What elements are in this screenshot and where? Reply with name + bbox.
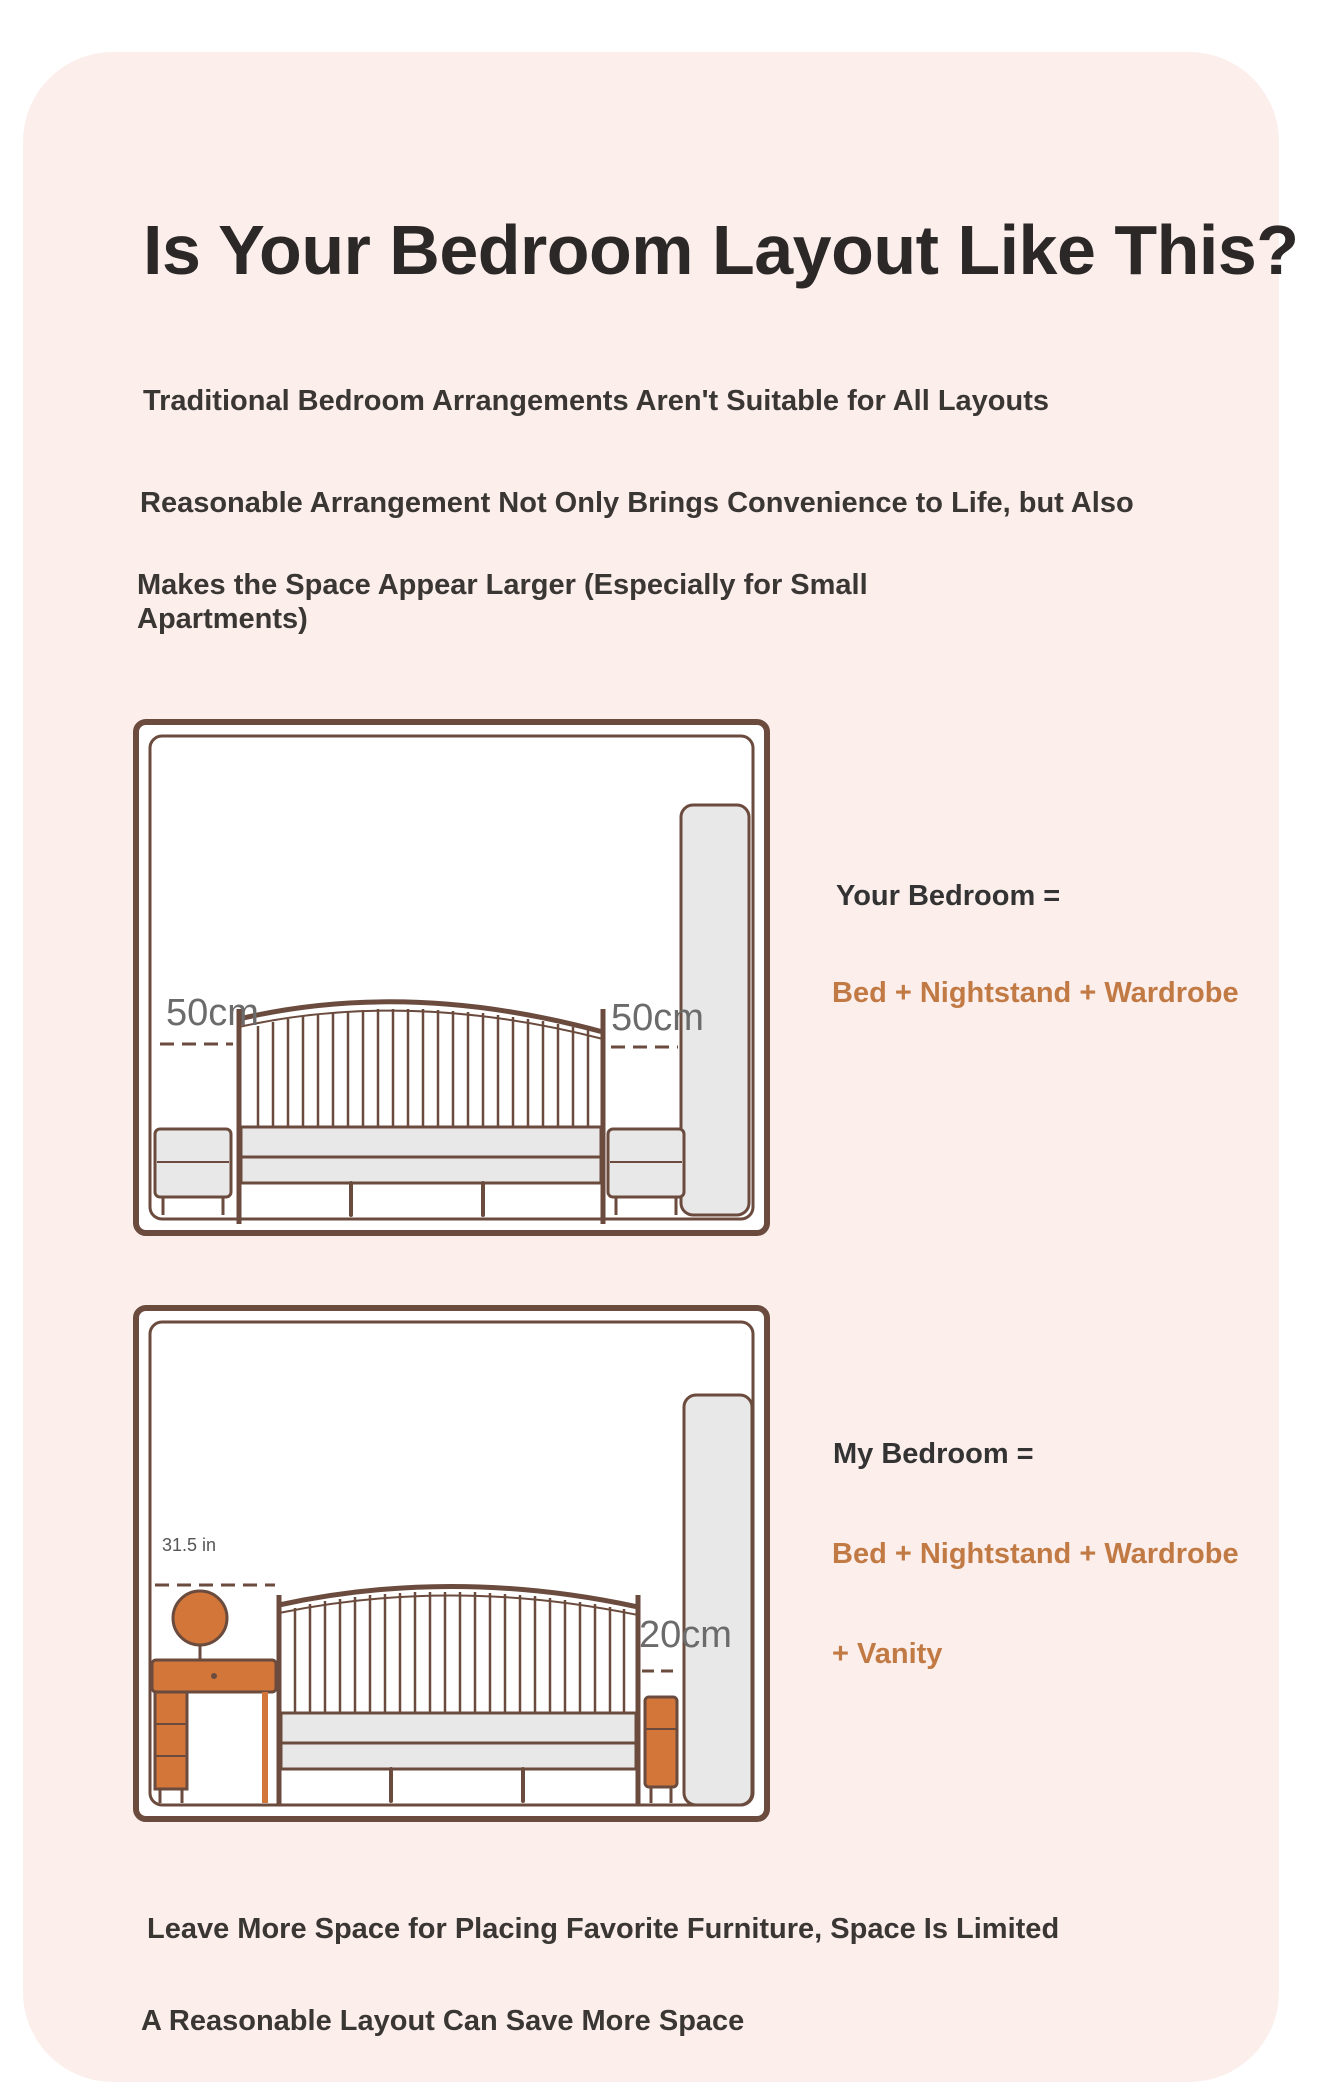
subtitle-line-1: Traditional Bedroom Arrangements Aren't Suitable for All Layouts	[143, 385, 1050, 417]
left-clearance-label: 50cm	[166, 992, 259, 1034]
my-bedroom-equation-line-2: + Vanity	[832, 1638, 943, 1670]
footer-line-1: Leave More Space for Placing Favorite Furniture, Space Is Limited	[147, 1913, 1060, 1945]
left-clearance-label: 31.5 in	[162, 1535, 217, 1555]
subtitle-line-2: Reasonable Arrangement Not Only Brings Convenience to Life, but Also	[140, 487, 1134, 519]
subtitle-line-3: Makes the Space Appear Larger (Especially for Small Apartments)	[137, 569, 868, 635]
right-clearance-label: 50cm	[611, 997, 704, 1039]
page-title: Is Your Bedroom Layout Like This?	[143, 211, 1299, 289]
traditional-bedroom-illustration	[133, 719, 770, 1236]
optimized-bedroom-illustration	[133, 1305, 770, 1822]
your-bedroom-equation: Bed + Nightstand + Wardrobe	[832, 977, 1239, 1009]
your-bedroom-caption: Your Bedroom =	[836, 880, 1061, 912]
footer-line-2: A Reasonable Layout Can Save More Space	[141, 2005, 745, 2037]
right-clearance-label: 20cm	[639, 1614, 732, 1656]
my-bedroom-equation-line-1: Bed + Nightstand + Wardrobe	[832, 1538, 1239, 1570]
my-bedroom-caption: My Bedroom =	[833, 1438, 1034, 1470]
